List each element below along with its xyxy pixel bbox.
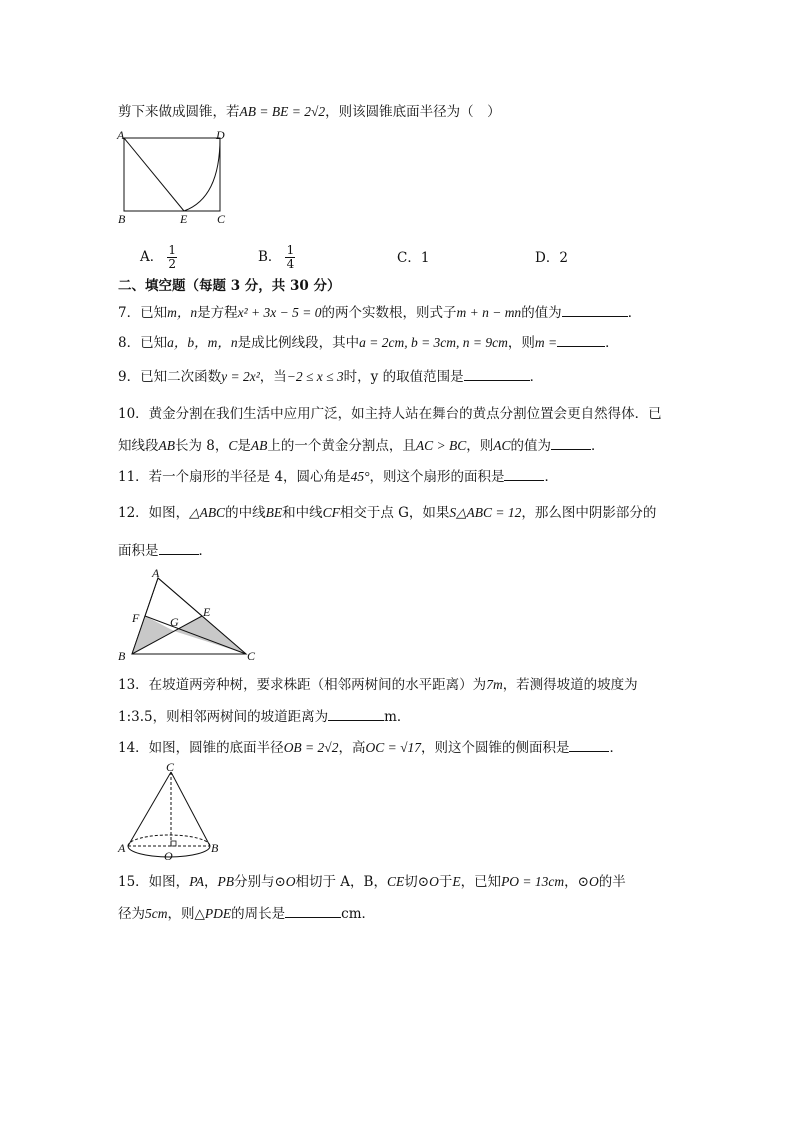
q13-unit: m． [384,709,411,725]
q10-answer-blank[interactable] [551,435,591,450]
q7-expression: m + n − mn [456,305,522,320]
q6-rectangle [124,138,220,211]
q14-text-e: ，则这个圆锥的侧面积是 [420,740,570,756]
q15-pb: PB [217,874,234,889]
q14-base-back [128,835,210,846]
q11-answer-blank[interactable] [504,466,544,481]
q10-text-i: ，则 [466,438,494,454]
section-title: 二、填空题（每题 3 分，共 30 分） [118,278,341,294]
question-10-line-2 [118,435,605,456]
q6-label-d: D [216,128,225,142]
q9-answer-blank[interactable] [464,366,530,381]
q12-label-c: C [247,649,256,663]
q10-text-c: 长为 8， [175,438,229,454]
q6-option-b-num: 1 [286,243,295,257]
q15-o-3: O [588,874,599,889]
q15-radius: 5cm [145,906,168,921]
q8-end: ． [605,335,619,351]
q15-text-l2a: 径为 [118,906,145,922]
q10-text-k: 的值为 [510,438,552,454]
q14-text-a: 14．如图，圆锥的底面半径 [118,740,284,756]
q7-equation: x² + 3x − 5 = 0 [237,305,322,320]
q12-triangle: △ABC [189,505,226,520]
q15-text-a: 15．如图， [118,874,190,890]
q14-answer-blank[interactable] [569,737,609,752]
q7-text-e: 的两个实数根，则式子 [321,305,457,321]
q14-right-angle-mark [171,841,176,846]
q15-ce: CE [386,874,405,889]
q15-e: E [452,874,461,889]
q8-text-c: 是成比例线段，其中 [237,335,360,351]
q15-text-g: 相切于 A，B， [295,874,387,890]
q9-text-a: 9．已知二次函数 [118,369,222,385]
q15-text-l2c: ，则△ [167,906,205,922]
question-13-line-2 [118,706,410,727]
q15-text-m: ，已知 [460,874,502,890]
q8-answer-blank[interactable] [557,332,605,347]
q15-text-o: ，⊙ [564,874,589,890]
q12-label-g: G [170,615,179,629]
q6-option-b-letter: B． [258,249,282,265]
question-15-line-2 [118,903,375,924]
q6-option-c [397,246,429,266]
question-13-line-1 [118,675,638,695]
q14-label-a: A [118,841,126,855]
q12-text-e: 和中线 [282,505,323,521]
q6-expression: AB = BE = 2√2 [239,104,326,119]
q6-option-a-letter: A． [140,249,164,265]
q12-text-i: ，那么图中阴影部分的 [521,505,657,521]
q9-function: y = 2x² [221,369,260,384]
q11-text-c: ，则这个扇形的面积是 [369,469,505,485]
q14-radius: OB = 2√2 [283,740,339,755]
question-10-line-1: 10．黄金分割在我们生活中应用广泛，如主持人站在舞台的黄点分割位置会更自然得体．已 [118,406,662,422]
q12-figure [116,564,266,666]
q10-inequality: AC > BC [415,438,467,453]
q12-label-a: A [152,566,160,580]
q8-text-e: ，则 [507,335,535,351]
q6-option-c-text: 1 [420,250,430,266]
q8-target: m = [534,335,558,350]
q12-shaded-region-right [174,616,246,654]
question-12-line-1 [118,503,656,523]
q13-answer-blank[interactable] [328,706,384,721]
q12-text-l2: 面积是 [118,543,159,559]
q12-cf: CF [322,505,340,520]
q13-text-c: ，若测得坡道的坡度为 [502,677,638,693]
q9-range: −2 ≤ x ≤ 3 [286,369,344,384]
q6-label-e: E [180,212,188,226]
q7-text-c: 是方程 [197,305,238,321]
q6-stem-text: 剪下来做成圆锥，若 [118,104,240,120]
q15-pde: PDE [204,906,232,921]
q6-option-a-den: 2 [168,257,177,271]
q14-cone-figure [116,760,226,864]
q6-label-c: C [217,212,226,226]
q6-label-a: A [117,128,125,142]
question-14 [118,737,623,758]
q10-ac: AC [493,438,511,453]
q15-text-l2e: 的周长是 [231,906,286,922]
q8-vars: a，b，m，n [167,335,238,350]
q12-area: S△ABC = 12 [449,505,522,520]
q14-label-o: O [164,849,173,863]
q6-stem [118,102,501,122]
q6-option-a-num: 1 [168,243,177,257]
q6-arc [184,138,220,211]
q15-text-q: 的半 [598,874,626,890]
q14-end: ． [609,740,623,756]
q6-option-a [140,244,177,271]
q13-distance: 7m [486,677,503,692]
q14-label-c: C [166,760,175,774]
question-9 [118,366,543,387]
q6-option-c-letter: C． [397,250,421,266]
q15-text-i: 切⊙ [404,874,430,890]
question-7 [118,302,641,323]
question-8 [118,332,619,353]
question-12-line-2 [118,540,212,561]
q9-end: ． [529,369,544,385]
q6-label-b: B [118,212,126,226]
q12-be: BE [265,505,283,520]
q7-text-g: 的值为 [521,305,562,321]
q14-text-c: ，高 [338,740,366,756]
q12-end: ． [198,543,212,559]
q6-option-a-fraction [167,244,177,271]
q14-cone-side-left [128,772,171,846]
q15-o-2: O [429,874,439,889]
q8-values: a = 2cm, b = 3cm, n = 9cm [359,335,508,350]
q12-label-b: B [118,649,126,663]
q6-option-d-text: 2 [559,250,568,266]
q14-height: OC = √17 [365,740,421,755]
q6-option-b-den: 4 [286,257,295,271]
q7-end: ． [627,305,642,321]
q15-pa: PA [189,874,204,889]
q6-option-d-letter: D． [535,250,560,266]
q10-ab: AB [158,438,175,453]
q10-end: ． [591,438,605,454]
q6-option-b [258,244,295,271]
q9-text-c: ，当 [259,369,287,385]
q6-segment-ae [124,138,184,211]
q15-po: PO = 13cm [501,874,565,889]
q11-angle: 45° [350,469,370,484]
q6-figure [116,128,232,226]
q6-stem-tail: ，则该圆锥底面半径为（ ） [325,104,501,120]
q15-o: O [285,874,296,889]
q8-text-a: 8．已知 [118,335,168,351]
question-11 [118,466,558,487]
q9-text-e: 时，y 的取值范围是 [343,369,464,385]
q10-text-a: 知线段 [118,438,159,454]
q15-text-k: 于 [438,874,453,890]
q11-end: ． [544,469,558,485]
q12-label-f: F [132,611,140,625]
q12-text-a: 12．如图， [118,505,190,521]
question-15-line-1 [118,872,626,892]
q14-label-b: B [211,841,219,855]
q11-text-a: 11．若一个扇形的半径是 4，圆心角是 [118,469,351,485]
q10-text-e: 是 [237,438,251,454]
q10-text-g: 上的一个黄金分割点，且 [267,438,416,454]
q12-label-e: E [203,605,211,619]
q10-c: C [228,438,238,453]
q15-comma: ， [203,874,218,890]
q7-text-a: 7．已知 [118,305,168,321]
q13-text-l2: ，则相邻两树间的坡道距离为 [152,709,329,725]
q12-text-c: 的中线 [225,505,266,521]
q12-answer-blank[interactable] [159,540,199,555]
q13-text-a: 13．在坡道两旁种树，要求株距（相邻两树间的水平距离）为 [118,677,487,693]
q15-answer-blank[interactable] [285,903,341,918]
q10-ab-2: AB [250,438,268,453]
q7-vars: m，n [167,305,198,320]
q6-option-d [535,246,568,266]
q15-text-e: 分别与⊙ [233,874,286,890]
q15-unit: cm． [341,906,376,922]
q7-answer-blank[interactable] [562,302,628,317]
q13-slope: 1:3.5 [118,709,153,725]
q12-text-g: 相交于点 G，如果 [339,505,450,521]
q6-option-b-fraction [285,244,295,271]
